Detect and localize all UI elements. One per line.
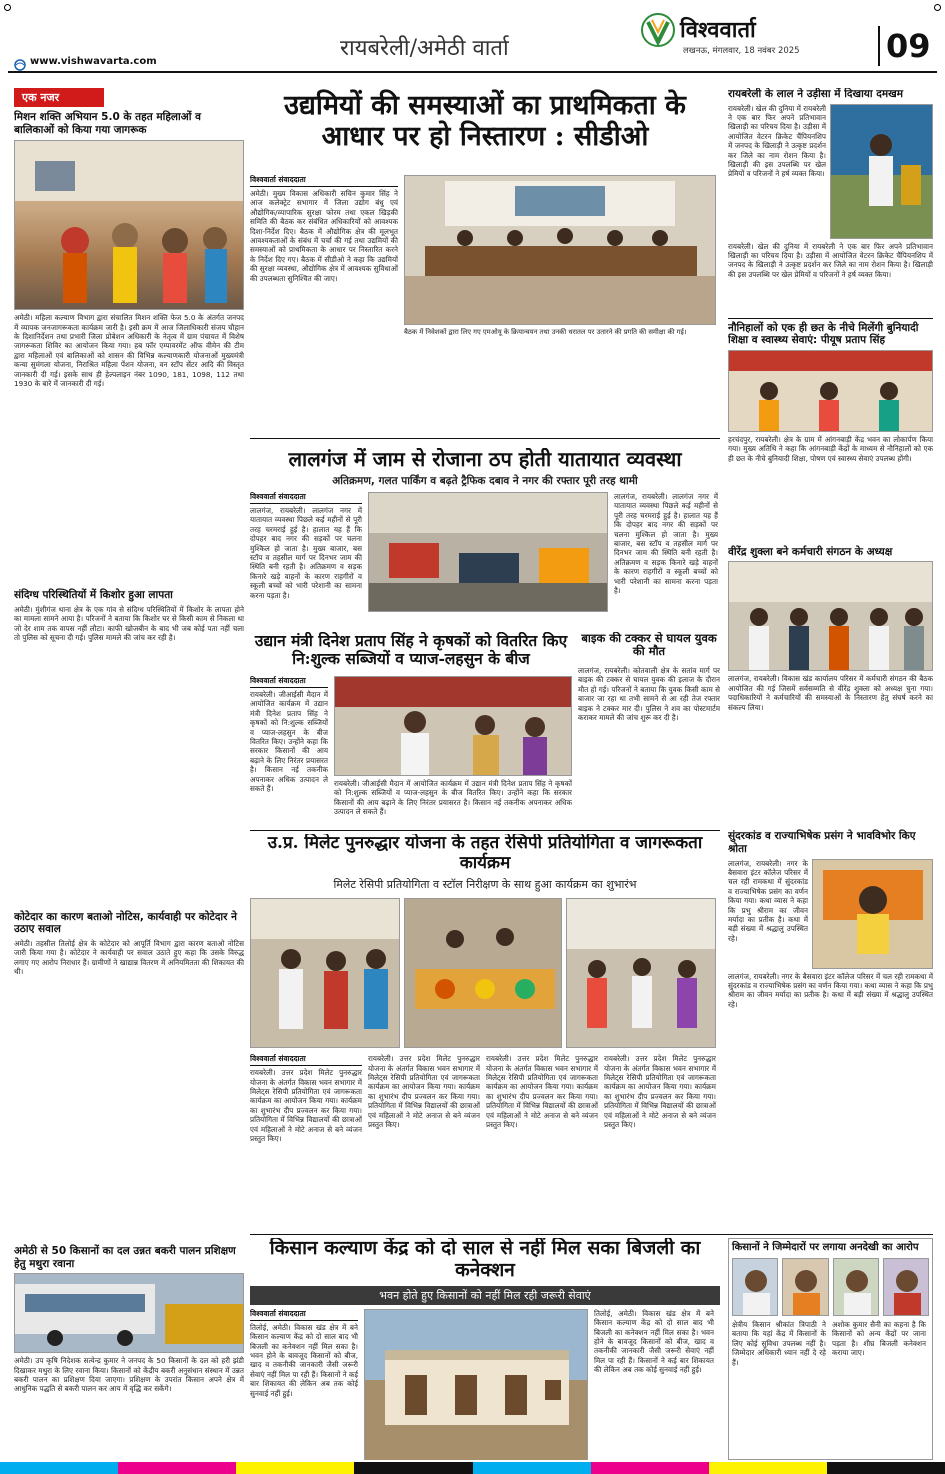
story-body: तिलोई, अमेठी। विकास खंड क्षेत्र में बने किसान कल्याण केंद्र को दो साल बाद भी बिजली का कनेक्शन नहीं मिल सका है। भवन होने के बावजूद किसानों को बीज, खाद व तकनीकी जानकारी जैसी जरूरी सेवाएं नहीं मिल पा रही हैं। किसानों ने कई बार शिकायत की लेकिन अब तक कोई सुनवाई नहीं हुई। (594, 1308, 714, 1375)
millet-event-photo (250, 898, 400, 1048)
farmer-portrait-photo (782, 1258, 828, 1316)
section-title: रायबरेली/अमेठी वार्ता (340, 36, 509, 61)
print-color-bar (0, 1462, 945, 1474)
section-divider (250, 438, 720, 439)
section-tag: एक नजर (14, 88, 104, 107)
anganwadi-photo (728, 350, 933, 432)
header-rule (8, 71, 937, 73)
kisan-story (250, 1238, 720, 1460)
story-body: रायबरेली। उत्तर प्रदेश मिलेट पुनरुद्धार योजना के अंतर्गत विकास भवन सभागार में मिलेट्स रेसिपी प्रतियोगिता एवं जागरूकता कार्यक्रम का आयोजन किया गया। कार्यक्रम का शुभारंभ दीप प्रज्वलन कर किया गया। प्रतियोगिता में विभिन्न विद्यालयों की छात्राओं एवं महिलाओं ने मोटे अनाज से बने व्यंजन प्रस्तुत किए। (368, 1054, 480, 1129)
story-body: लालगंज, रायबरेली। कोतवाली क्षेत्र के सतांव मार्ग पर बाइक की टक्कर से घायल युवक की इलाज के दौरान मौत हो गई। परिजनों ने बताया कि युवक किसी काम से बाजार जा रहा था तभी सामने से आ रही तेज रफ्तार बाइक ने टक्कर मार दी। पुलिस ने शव का पोस्टमार्टम कराकर मामले की जांच शुरू कर दी है। (578, 666, 720, 723)
story-body: तिलोई, अमेठी। विकास खंड क्षेत्र में बने किसान कल्याण केंद्र को दो साल बाद भी बिजली का कनेक्शन नहीं मिल सका है। भवन होने के बावजूद किसानों को बीज, खाद व तकनीकी जानकारी जैसी जरूरी सेवाएं नहीं मिल पा रही हैं। किसानों ने कई बार शिकायत की लेकिन अब तक कोई सुनवाई नहीं हुई। (250, 1322, 358, 1398)
news-photo (14, 140, 244, 310)
story-body: लालगंज, रायबरेली। विकास खंड कार्यालय परिसर में कर्मचारी संगठन की बैठक आयोजित की गई जिसमें सर्वसम्मति से वीरेंद्र शुक्ला को अध्यक्ष चुना गया। पदाधिकारियों ने कर्मचारियों की समस्याओं के निस्तारण हेतु संघर्ष करने का संकल्प लिया। (728, 674, 933, 712)
story-headline: वीरेंद्र शुक्ला बने कर्मचारी संगठन के अध्यक्ष (728, 545, 893, 558)
story-body: लालगंज, रायबरेली। नगर के बैसवारा इंटर कॉलेज परिसर में चल रही रामकथा में सुंदरकांड व राज्याभिषेक प्रसंग का वर्णन किया गया। कथा व्यास ने कहा कि प्रभु श्रीराम का जीवन मर्यादा का प्रतीक है। कथा में बड़ी संख्या में श्रद्धालु उपस्थित रहे। (728, 971, 933, 1009)
story-headline: सुंदरकांड व राज्याभिषेक प्रसंग ने भावविभोर किए श्रोता (728, 830, 916, 855)
website-icon (14, 56, 26, 68)
kisan-kendra-photo (364, 1309, 588, 1460)
page-number: 09 (878, 26, 931, 66)
brand-logo-icon (640, 12, 676, 48)
meeting-photo (404, 175, 716, 325)
story-body: रायबरेली। जीआईसी मैदान में आयोजित कार्यक्रम में उद्यान मंत्री दिनेश प्रताप सिंह ने कृषकों को नि:शुल्क सब्जियों व प्याज-लहसुन के बीज वितरित किए। उन्होंने कहा कि सरकार किसानों की आय बढ़ाने के लिए निरंतर प्रयासरत है। किसान नई तकनीक अपनाकर अधिक उत्पादन ले सकते हैं। (334, 779, 572, 817)
section-divider (728, 318, 933, 319)
website-url: www.vishwavarta.com (30, 56, 157, 67)
bike-story (578, 632, 720, 826)
byline: विश्ववार्ता संवाददाता (250, 492, 362, 504)
horticulture-story (250, 632, 572, 826)
story-headline: किसानों ने जिम्मेदारों पर लगाया अनदेखी का आरोप (732, 1242, 919, 1253)
brand-name: विश्ववार्ता (680, 18, 756, 43)
byline: विश्ववार्ता संवाददाता (250, 175, 398, 187)
story-body: अमेठी। मुख्य विकास अधिकारी सचिन कुमार सिंह ने आज कलेक्ट्रेट सभागार में जिला उद्योग बंधु एवं औद्योगिक/व्यापारिक सुरक्षा फोरम तथा एकल खिड़की समिति की बैठक कर संबंधित अधिकारियों को आवश्यक दिशा-निर्देश दिए। बैठक में औद्योगिक क्षेत्र की मूलभूत आवश्यकताओं के संबंध में चर्चा की गई तथा उद्यमियों की समस्याओं को प्राथमिकता के आधार पर निस्तारित करने के निर्देश दिए गए। बैठक में सीडीओ ने कहा कि उद्यमियों की सुरक्षा व्यवस्था, औद्योगिक क्षेत्र में आवश्यक सुविधाओं की उपलब्धता सुनिश्चित की जाए। (250, 189, 398, 283)
story-body: रायबरेली। खेल की दुनिया में रायबरेली ने एक बार फिर अपने प्रतिभावान खिलाड़ी का परिचय दिया है। उड़ीसा में आयोजित वेटरन क्रिकेट चैंपियनशिप में जनपद के खिलाड़ी ने उत्कृष्ट प्रदर्शन कर जिले का नाम रोशन किया है। खिलाड़ी की इस उपलब्धि पर खेल प्रेमियों व परिजनों ने हर्ष व्यक्त किया। (728, 103, 826, 179)
byline: विश्ववार्ता संवाददाता (250, 1054, 362, 1066)
story-body: लालगंज, रायबरेली। लालगंज नगर में यातायात व्यवस्था पिछले कई महीनों से पूरी तरह चरमराई हुई है। हालात यह हैं कि दोपहर बाद नगर की सड़कों पर चलना मुश्किल हो जाता है। मुख्य बाजार, बस स्टॉप व तहसील मार्ग पर दिनभर जाम की स्थिति बनी रहती है। अतिक्रमण व सड़क किनारे खड़े वाहनों के कारण राहगीरों व स्कूली बच्चों को भारी परेशानी का सामना करना पड़ता है। (614, 492, 718, 596)
byline: विश्ववार्ता संवाददाता (250, 1309, 358, 1321)
story-subhead: अतिक्रमण, गलत पार्किंग व बढ़ते ट्रैफिक दबाव ने नगर की रफ्तार पूरी तरह थामी (332, 475, 638, 487)
story-body: अमेठी। महिला कल्याण विभाग द्वारा संचालित मिशन शक्ति फेज 5.0 के अंतर्गत जनपद में व्यापक जनजागरूकता कार्यक्रम जारी है। इसी क्रम में आज जिलाधिकारी संजय चौहान के दिशानिर्देशन तथा प्रभारी जिला प्रोबेशन अधिकारी के नेतृत्व में ग्राम पंचायत में विशेष जागरूकता शिविर का आयोजन किया गया। हब फॉर एम्पावरमेंट ऑफ वीमेन की टीम द्वारा महिलाओं एवं बालिकाओं को शासन की विभिन्न कल्याणकारी योजनाओं मुख्यमंत्री कन्या सुमंगला योजना, निराश्रित महिला पेंशन योजना, वन स्टॉप सेंटर आदि की विस्तृत जानकारी दी गई। इसके साथ ही हेल्पलाइन नंबर 1090, 181, 1098, 112 तथा 1930 के बारे में जानकारी दी गई। (14, 313, 244, 389)
story-headline: मिशन शक्ति अभियान 5.0 के तहत महिलाओं व बालिकाओं को किया गया जागरूक (14, 111, 201, 136)
section-divider (250, 830, 720, 831)
seed-distribution-photo (334, 676, 572, 776)
right-column (728, 88, 933, 1238)
story-body: रायबरेली। खेल की दुनिया में रायबरेली ने एक बार फिर अपने प्रतिभावान खिलाड़ी का परिचय दिया है। उड़ीसा में आयोजित वेटरन क्रिकेट चैंपियनशिप में जनपद के खिलाड़ी ने उत्कृष्ट प्रदर्शन कर जिले का नाम रोशन किया है। खिलाड़ी की इस उपलब्धि पर खेल प्रेमियों व परिजनों ने हर्ष व्यक्त किया। (728, 241, 933, 279)
millet-stall-photo (404, 898, 562, 1048)
farmer-portrait-photo (883, 1258, 929, 1316)
lead-headline: उद्यमियों की समस्याओं का प्राथमिकता के आधार पर हो निस्तारण : सीडीओ (284, 90, 686, 153)
photo-caption: बैठक में निवेशकों द्वारा लिए गए एमओयू के क्रियान्वयन तथा उनकी धरातल पर उतारने की प्रगति की समीक्षा की गई। (404, 328, 687, 336)
story-headline: नौनिहालों को एक ही छत के नीचे मिलेंगी बुनियादी शिक्षा व स्वास्थ्य सेवाएं: पीयूष प्रताप सिंह (728, 321, 919, 347)
story-subhead: मिलेट रेसिपी प्रतियोगिता व स्टॉल निरीक्षण के साथ हुआ कार्यक्रम का शुभारंभ (333, 878, 637, 892)
story-headline: उ.प्र. मिलेट पुनरुद्धार योजना के तहत रेसिपी प्रतियोगिता व जागरूकता कार्यक्रम (267, 834, 703, 873)
cricket-photo (830, 104, 933, 239)
story-body: रायबरेली। जीआईसी मैदान में आयोजित कार्यक्रम में उद्यान मंत्री दिनेश प्रताप सिंह ने कृषकों को नि:शुल्क सब्जियों व प्याज-लहसुन के बीज वितरित किए। उन्होंने कहा कि सरकार किसानों की आय बढ़ाने के लिए निरंतर प्रयासरत है। किसान नई तकनीक अपनाकर अधिक उत्पादन ले सकते हैं। (250, 690, 328, 794)
story-body: अमेठी। तहसील तिलोई क्षेत्र के कोटेदार को आपूर्ति विभाग द्वारा कारण बताओ नोटिस जारी किया गया है। कोटेदार ने कार्यवाही पर सवाल उठाते हुए कहा कि उसके विरुद्ध लगाए गए आरोप निराधार हैं। ग्रामीणों ने खाद्यान्न वितरण में अनियमितता की शिकायत की थी। (14, 938, 244, 977)
association-photo (728, 561, 933, 671)
story-body: लालगंज, रायबरेली। नगर के बैसवारा इंटर कॉलेज परिसर में चल रही रामकथा में सुंदरकांड व राज्याभिषेक प्रसंग का वर्णन किया गया। कथा व्यास ने कहा कि प्रभु श्रीराम का जीवन मर्यादा का प्रतीक है। कथा में बड़ी संख्या में श्रद्धालु उपस्थित रहे। (728, 858, 808, 943)
left-column (14, 88, 244, 1450)
story-body: अमेठी। उप कृषि निदेशक सत्येन्द्र कुमार ने जनपद के 50 किसानों के दल को हरी झंडी दिखाकर मथुरा के लिए रवाना किया। किसानों को केंद्रीय बकरी अनुसंधान संस्थान में उन्नत बकरी पालन का प्रशिक्षण दिया जाएगा। प्रशिक्षण के उपरांत किसान अपने क्षेत्र में आधुनिक पद्धति से बकरी पालन कर आय में वृद्धि कर सकेंगे। (14, 1356, 244, 1394)
story-body: रायबरेली। उत्तर प्रदेश मिलेट पुनरुद्धार योजना के अंतर्गत विकास भवन सभागार में मिलेट्स रेसिपी प्रतियोगिता एवं जागरूकता कार्यक्रम का आयोजन किया गया। कार्यक्रम का शुभारंभ दीप प्रज्वलन कर किया गया। प्रतियोगिता में विभिन्न विद्यालयों की छात्राओं एवं महिलाओं ने मोटे अनाज से बने व्यंजन प्रस्तुत किए। (486, 1054, 598, 1129)
story-headline: संदिग्ध परिस्थितियों में किशोर हुआ लापता (14, 589, 173, 602)
story-headline: किसान कल्याण केंद्र को दो साल से नहीं मिल सका बिजली का कनेक्शन (269, 1238, 701, 1281)
story-body: अमेठी। मुंशीगंज थाना क्षेत्र के एक गांव से संदिग्ध परिस्थितियों में किशोर के लापता होने का मामला सामने आया है। परिजनों ने बताया कि किशोर घर से किसी काम से निकला था जो देर शाम तक वापस नहीं लौटा। काफी खोजबीन के बाद भी जब कोई पता नहीं चला तो पुलिस को सूचना दी गई। पुलिस मामले की जांच कर रही है। (14, 604, 244, 642)
millet-audience-photo (566, 898, 716, 1048)
quote-text: क्षेत्रीय किसान श्रीकांत त्रिपाठी ने बताया कि यहां केंद्र में किसानों के लिए कोई सुविधा उपलब्ध नहीं है। जिम्मेदार अधिकारी ध्यान नहीं दे रहे हैं। (732, 1320, 826, 1367)
farmer-portrait-photo (833, 1258, 879, 1316)
byline: विश्ववार्ता संवाददाता (250, 676, 328, 688)
farmer-portrait-photo (732, 1258, 778, 1316)
issue-dateline: लखनऊ, मंगलवार, 18 नवंबर 2025 (683, 46, 800, 56)
news-photo (14, 1273, 244, 1353)
traffic-photo (368, 492, 608, 612)
story-headline: कोटेदार का कारण बताओ नोटिस, कार्यवाही पर कोटेदार ने उठाए सवाल (14, 910, 237, 936)
quote-text: अशोक कुमार सैनी का कहना है कि किसानों को अन्य केंद्रों पर जाना पड़ता है। शीघ्र बिजली कनेक्शन कराया जाए। (832, 1320, 926, 1358)
masthead (0, 0, 945, 72)
story-body: लालगंज, रायबरेली। लालगंज नगर में यातायात व्यवस्था पिछले कई महीनों से पूरी तरह चरमराई हुई है। हालात यह हैं कि दोपहर बाद नगर की सड़कों पर चलना मुश्किल हो जाता है। मुख्य बाजार, बस स्टॉप व तहसील मार्ग पर दिनभर जाम की स्थिति बनी रहती है। अतिक्रमण व सड़क किनारे खड़े वाहनों के कारण राहगीरों व स्कूली बच्चों को भारी परेशानी का सामना करना पड़ता है। (250, 506, 362, 600)
story-headline: लालगंज में जाम से रोजाना ठप होती यातायात व्यवस्था (288, 448, 682, 471)
story-body: हरचंदपुर, रायबरेली। क्षेत्र के ग्राम में आंगनबाड़ी केंद्र भवन का लोकार्पण किया गया। मुख्य अतिथि ने कहा कि आंगनबाड़ी केंद्रों के माध्यम से नौनिहालों को एक ही छत के नीचे बुनियादी शिक्षा, पोषण एवं स्वास्थ्य सेवाएं उपलब्ध होंगी। (728, 434, 933, 463)
story-headline: रायबरेली के लाल ने उड़ीसा में दिखाया दमखम (728, 88, 903, 100)
story-headline: अमेठी से 50 किसानों का दल उन्नत बकरी पालन प्रशिक्षण हेतु मथुरा रवाना (14, 1244, 236, 1270)
story-headline: उद्यान मंत्री दिनेश प्रताप सिंह ने कृषकों को वितरित किए नि:शुल्क सब्जियों व प्याज-लहसुन के बीज (254, 632, 568, 668)
ramkatha-photo (812, 859, 933, 969)
story-headline: बाइक की टक्कर से घायल युवक की मौत (581, 632, 717, 659)
story-body: रायबरेली। उत्तर प्रदेश मिलेट पुनरुद्धार योजना के अंतर्गत विकास भवन सभागार में मिलेट्स रेसिपी प्रतियोगिता एवं जागरूकता कार्यक्रम का आयोजन किया गया। कार्यक्रम का शुभारंभ दीप प्रज्वलन कर किया गया। प्रतियोगिता में विभिन्न विद्यालयों की छात्राओं एवं महिलाओं ने मोटे अनाज से बने व्यंजन प्रस्तुत किए। (250, 1068, 362, 1143)
millet-story (250, 834, 720, 1230)
lead-story (250, 86, 720, 446)
section-divider (250, 1234, 933, 1235)
traffic-story (250, 448, 720, 630)
farmers-quotes-box (728, 1238, 933, 1460)
story-body: रायबरेली। उत्तर प्रदेश मिलेट पुनरुद्धार योजना के अंतर्गत विकास भवन सभागार में मिलेट्स रेसिपी प्रतियोगिता एवं जागरूकता कार्यक्रम का आयोजन किया गया। कार्यक्रम का शुभारंभ दीप प्रज्वलन कर किया गया। प्रतियोगिता में विभिन्न विद्यालयों की छात्राओं एवं महिलाओं ने मोटे अनाज से बने व्यंजन प्रस्तुत किए। (604, 1054, 716, 1129)
story-subhead: भवन होते हुए किसानों को नहीं मिल रही जरूरी सेवाएं (250, 1286, 720, 1305)
